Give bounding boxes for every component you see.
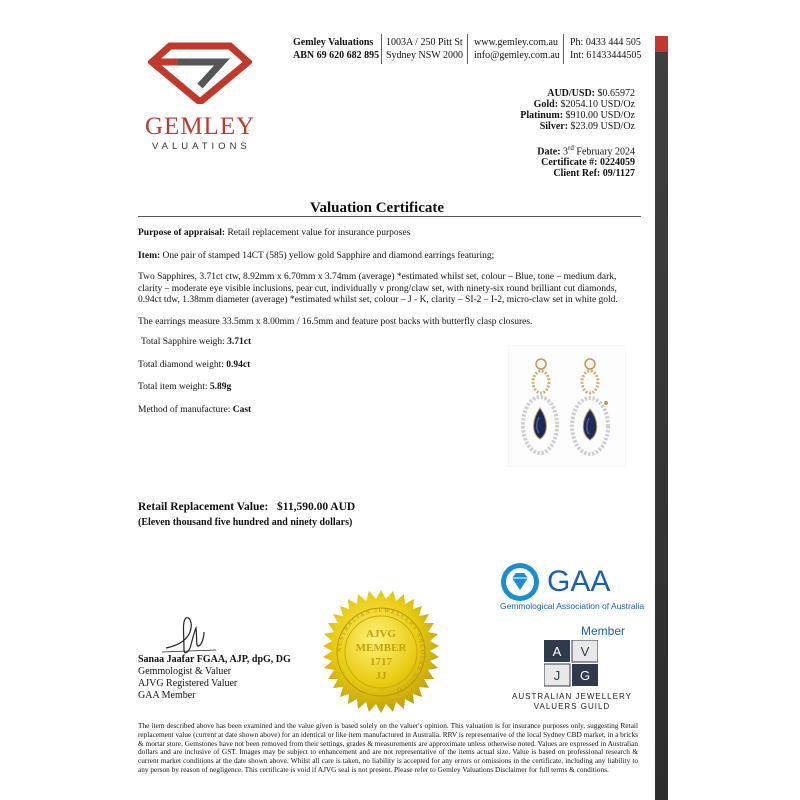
seal-ring-text: AUSTRALIAN JEWELLERY VALUERS GUILD bbox=[336, 607, 426, 694]
header-divider bbox=[563, 34, 564, 64]
meta-date: Date: 3rd February 2024 bbox=[537, 144, 635, 158]
item-weight: Total item weight: 5.89g bbox=[138, 382, 232, 392]
ajvg-seal bbox=[318, 589, 444, 715]
purpose-line: Purpose of appraisal: Retail replacement value for insurance purposes bbox=[138, 228, 411, 238]
gaa-member: Member bbox=[581, 624, 626, 638]
signatory-role2: AJVG Registered Valuer bbox=[138, 678, 238, 689]
ajvg-letter-v: V bbox=[580, 644, 590, 659]
rate-platinum: Platinum: $910.00 USD/Oz bbox=[520, 110, 635, 121]
signatory-role3: GAA Member bbox=[138, 690, 196, 701]
company-abn: ABN 69 620 682 895 bbox=[293, 50, 380, 61]
earrings-image bbox=[508, 345, 626, 467]
seal-line4: JJ bbox=[375, 670, 387, 682]
ajvg-logo bbox=[544, 640, 598, 688]
email-link[interactable]: info@gemley.com.au bbox=[474, 50, 560, 61]
address-line1: 1003A / 250 Pitt St bbox=[386, 37, 463, 48]
header-address bbox=[386, 36, 463, 62]
intl-number: Int: 61433444505 bbox=[570, 50, 642, 61]
gemley-logo bbox=[148, 42, 268, 109]
header-web bbox=[474, 36, 560, 62]
website-link[interactable]: www.gemley.com.au bbox=[474, 37, 558, 48]
rate-silver: Silver: $23.09 USD/Oz bbox=[539, 121, 635, 132]
ajvg-letter-g: G bbox=[579, 668, 591, 683]
item-line: Item: One pair of stamped 14CT (585) yellow gold Sapphire and diamond earrings featuring; bbox=[138, 251, 495, 261]
method-manufacture: Method of manufacture: Cast bbox=[138, 405, 252, 415]
rrv-words: (Eleven thousand five hundred and ninety dollars) bbox=[138, 517, 353, 528]
ajvg-caption: AUSTRALIAN JEWELLERY VALUERS GUILD bbox=[512, 692, 632, 711]
seal-line3: 1717 bbox=[370, 656, 392, 668]
rate-aud: AUD/USD: $0.65972 bbox=[547, 88, 635, 99]
header-divider bbox=[467, 34, 468, 64]
description-paragraph: Two Sapphires, 3.71ct ctw, 8.92mm x 6.70mm x 3.74mm (average) *estimated whilst set, colour – Blue, tone – medium dark, clarity – moderate eye visible inclusions, pear cut, individually v prong/claw set, with ninety-six round brilliant cut diamonds, 0.94ct tdw, 1.38mm diameter (average) *estimated whilst set, colour – J - K, clarity – SI-2 – I-2, micro-claw set in white gold. bbox=[138, 272, 618, 305]
seal-line2: MEMBER bbox=[355, 642, 407, 654]
brand-name: GEMLEY bbox=[145, 113, 256, 140]
signatory-block bbox=[138, 654, 291, 702]
ajvg-letter-a: A bbox=[552, 644, 562, 659]
meta-block bbox=[537, 143, 635, 179]
header-company bbox=[293, 36, 379, 62]
signatory-name: Sanaa Jaafar FGAA, AJP, dpG, DG bbox=[138, 654, 291, 665]
rate-gold: Gold: $2054.10 USD/Oz bbox=[533, 99, 635, 110]
phone-number: Ph: 0433 444 505 bbox=[570, 37, 641, 48]
title-divider bbox=[138, 216, 641, 217]
seal-line1: AJVG bbox=[366, 628, 396, 640]
company-name: Gemley Valuations bbox=[293, 37, 374, 48]
rates-block bbox=[520, 88, 635, 132]
ajvg-letter-j: J bbox=[553, 668, 561, 683]
gaa-gem-icon bbox=[500, 562, 544, 602]
header-phone bbox=[570, 36, 641, 62]
meta-client-ref: Client Ref: 09/1127 bbox=[553, 168, 635, 180]
brand-sub: VALUATIONS bbox=[152, 141, 251, 152]
diamond-weight: Total diamond weight: 0.94ct bbox=[138, 360, 251, 370]
sapphire-weight: Total Sapphire weigh: 3.71ct bbox=[141, 337, 252, 347]
gaa-subtitle: Gemmological Association of Australia bbox=[500, 601, 645, 611]
rrv-value: $11,590.00 AUD bbox=[276, 501, 356, 513]
signatory-role1: Gemmologist & Valuer bbox=[138, 666, 232, 677]
meta-certificate: Certificate #: 0224059 bbox=[541, 157, 635, 169]
side-accent-bar bbox=[655, 36, 668, 800]
measure-paragraph: The earrings measure 33.5mm x 8.00mm / 16.5mm and feature post backs with butterfly clasp closures. bbox=[138, 317, 533, 327]
header-divider bbox=[381, 34, 382, 64]
disclaimer-text: The item described above has been examined and the value given is based solely on the valuer's opinion. This valuation is for insurance purposes only, suggesting Retail replacement value (current at date shown above) for an identical or like item manufactured in Australia. RRV is representative of the local Sydney CBD market, in a bricks & mortar store. Gemstones have not been removed from their settings, grades & measurements are approximate unless otherwise noted. Values are expressed in Australian dollars and are inclusive of GST. Images may be subject to enhancement and are not representative of the items actual size. Value is based on professional research & current market conditions at the date shown above. Whilst all care is taken, no liability is accepted for any errors or omissions in the certificate, including any liability to any person by reason of negligence. This certificate is void if AJVG seal is not present. Please refer to Gemley Valuations Disclaimer for full terms & conditions. bbox=[138, 721, 638, 774]
certificate-title: Valuation Certificate bbox=[310, 200, 445, 216]
rrv-line: Retail Replacement Value: $11,590.00 AUD bbox=[138, 501, 356, 513]
gem-logo-icon bbox=[148, 42, 252, 104]
address-line2: Sydney NSW 2000 bbox=[386, 50, 464, 61]
gaa-wordmark: GAA bbox=[547, 565, 611, 598]
